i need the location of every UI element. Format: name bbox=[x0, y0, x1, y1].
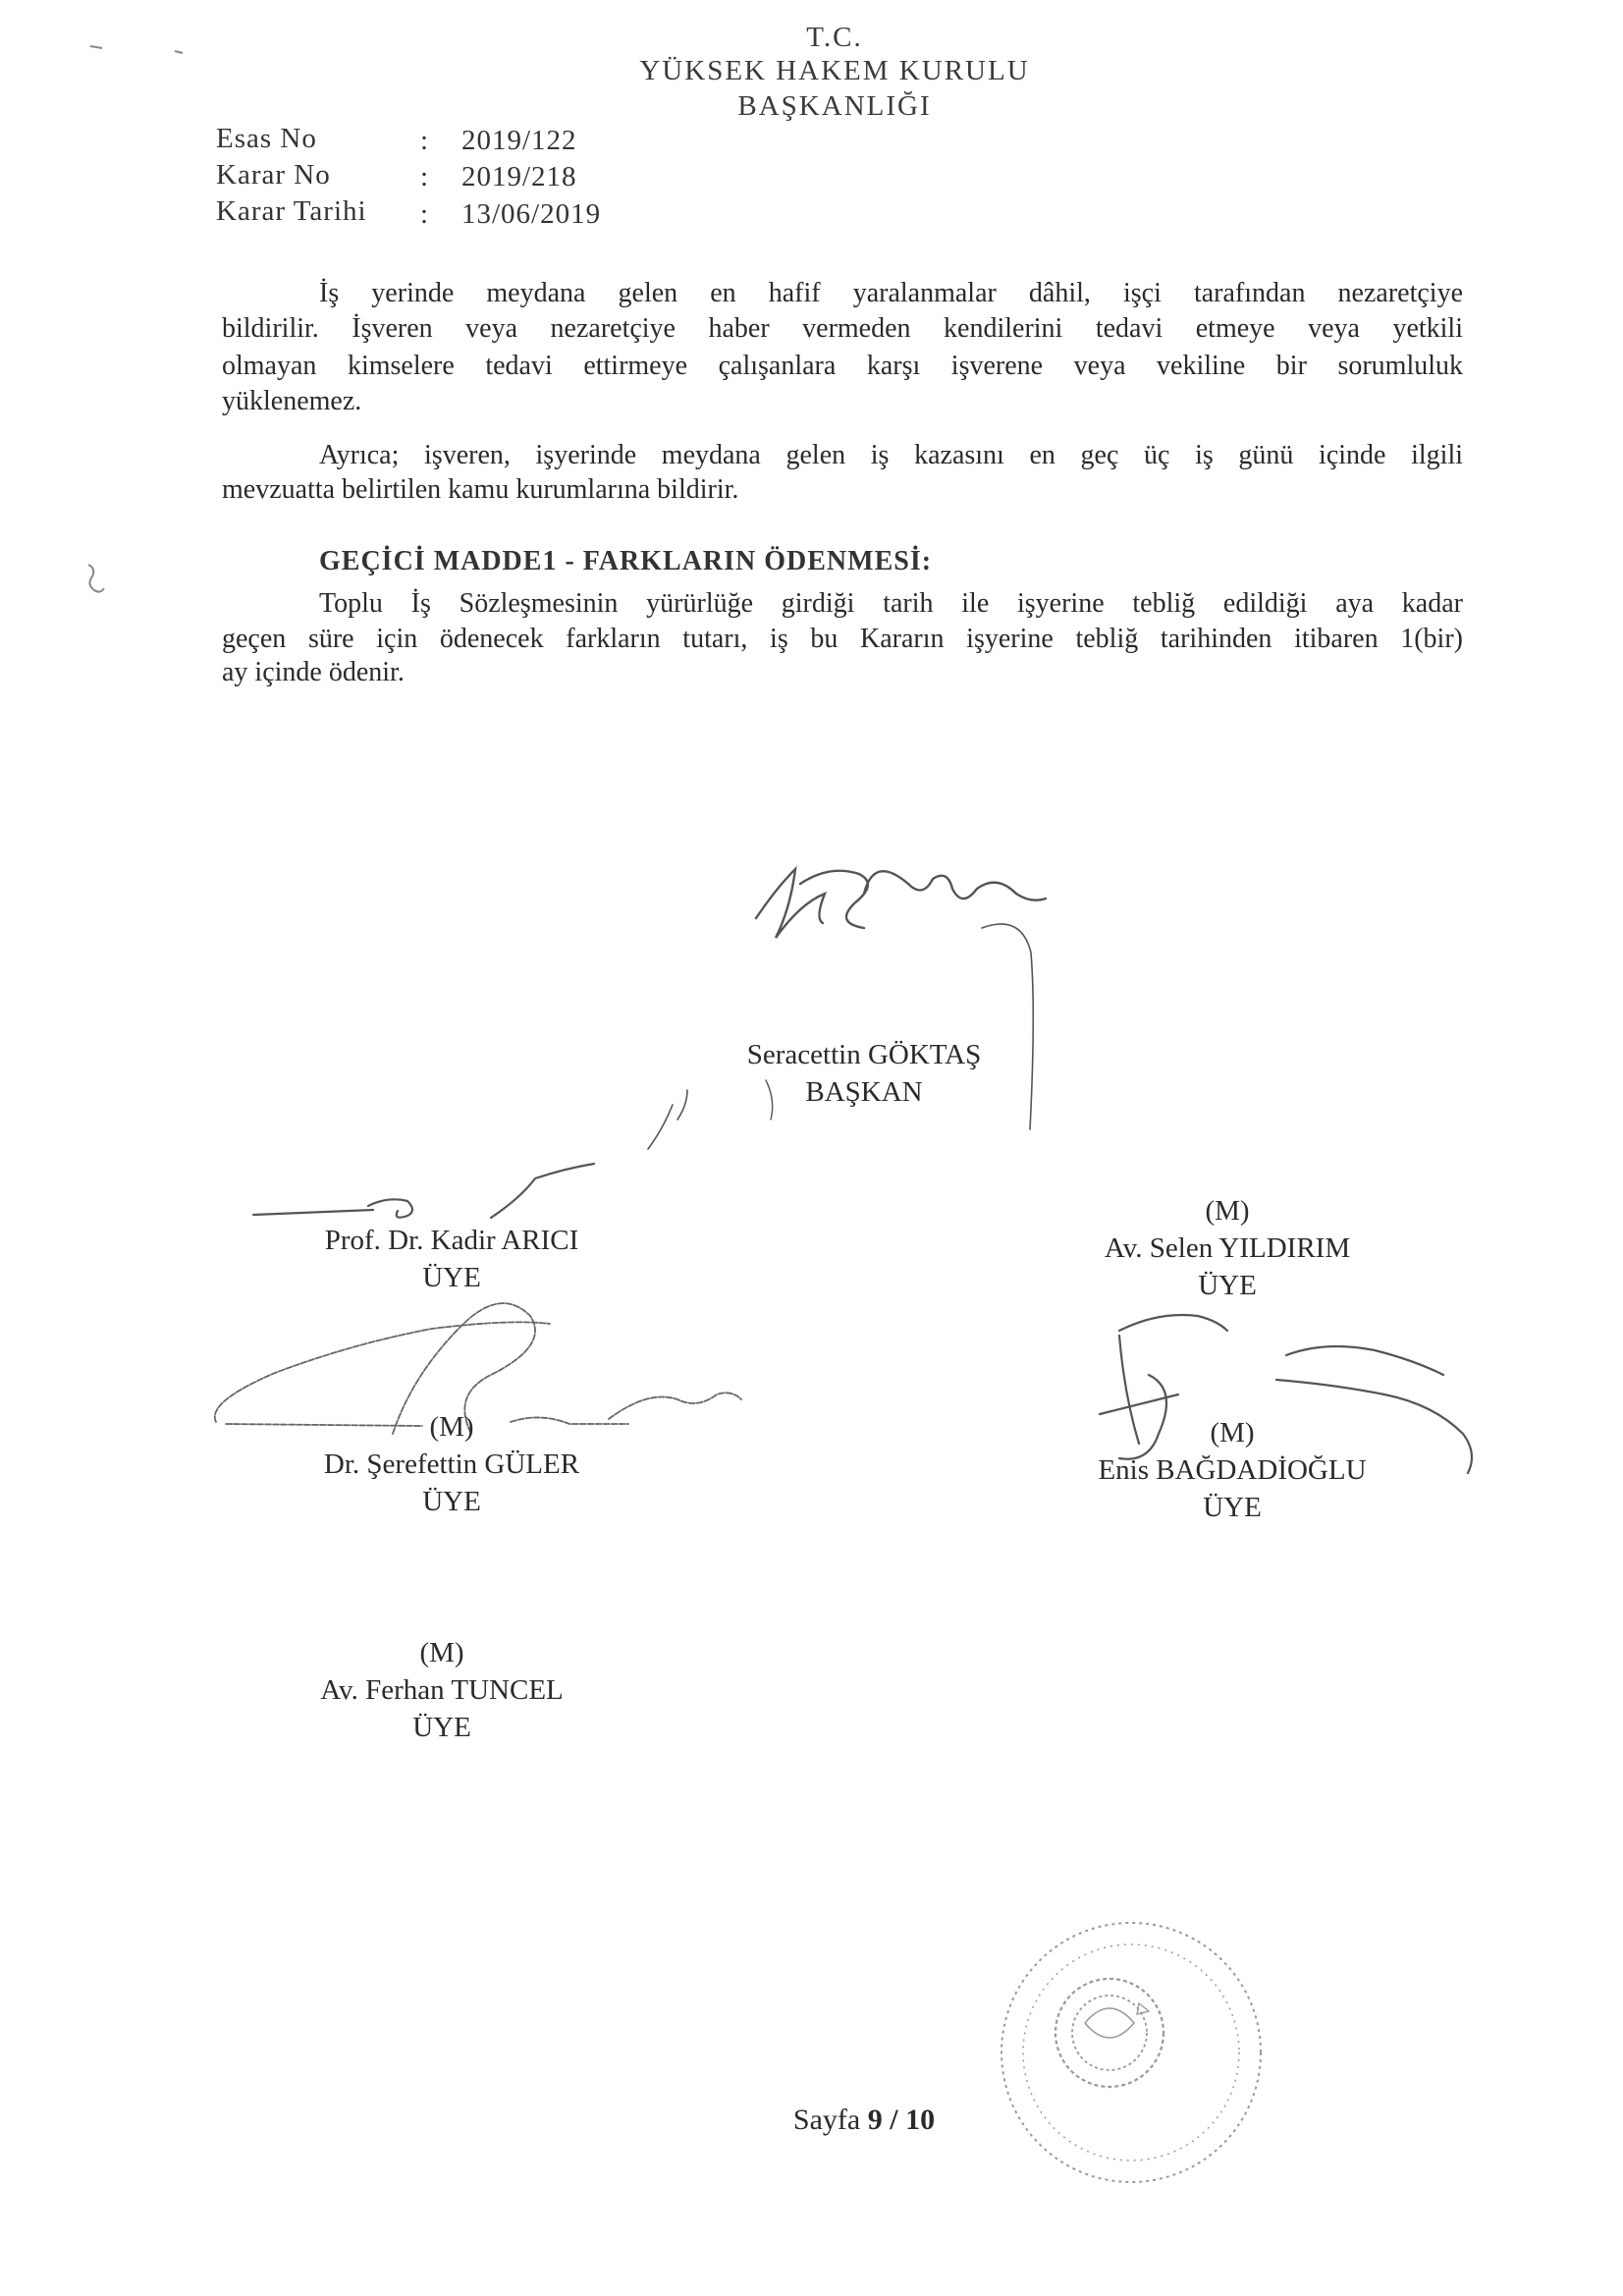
signatory-name: Av. Selen YILDIRIM bbox=[1104, 1232, 1351, 1264]
paragraph-line: olmayan kimselere tedavi ettirmeye çalışanlara karşı işverene veya vekiline bir sorumluluk bbox=[222, 351, 1463, 381]
signatory-role: ÜYE bbox=[1203, 1492, 1262, 1523]
signatory-name: Seracettin GÖKTAŞ bbox=[746, 1039, 982, 1070]
signatory-tuncel bbox=[285, 1634, 599, 1746]
paragraph-line: geçen süre için ödenecek farkların tutarı, iş bu Kararın işyerine tebliğ tarihinden itibaren 1(bir) bbox=[222, 624, 1463, 654]
paragraph-line: mevzuatta belirtilen kamu kurumlarına bildirir. bbox=[222, 474, 739, 505]
paragraph-line: yüklenemez. bbox=[222, 386, 362, 416]
page-footer bbox=[766, 2104, 962, 2137]
signatory-name: Dr. Şerefettin GÜLER bbox=[323, 1449, 580, 1480]
paragraph-line: Toplu İş Sözleşmesinin yürürlüğe girdiği tarih ile işyerine tebliğ edildiği aya kadar bbox=[319, 588, 1463, 619]
karar-tarihi-colon: : bbox=[420, 198, 429, 230]
karar-tarihi-label: Karar Tarihi bbox=[216, 195, 367, 227]
signatory-role: ÜYE bbox=[422, 1262, 481, 1293]
esas-no-label: Esas No bbox=[216, 123, 317, 154]
signatory-role: ÜYE bbox=[412, 1712, 471, 1743]
signatory-yildirim bbox=[1070, 1192, 1384, 1304]
karar-no-value: 2019/218 bbox=[461, 161, 577, 192]
arici-signature bbox=[253, 1090, 687, 1218]
signatory-mark: (M) bbox=[419, 1637, 464, 1668]
signatory-name: Av. Ferhan TUNCEL bbox=[320, 1674, 564, 1706]
page-number: 9 / 10 bbox=[867, 2104, 936, 2136]
signatory-mark: (M) bbox=[429, 1411, 474, 1443]
signatory-name: Prof. Dr. Kadir ARICI bbox=[324, 1225, 579, 1256]
page-label: Sayfa bbox=[792, 2104, 868, 2136]
scan-marks bbox=[88, 46, 183, 592]
paragraph-line: bildirilir. İşveren veya nezaretçiye haber vermeden kendilerini tedavi etmeye veya yetkili bbox=[222, 313, 1463, 344]
signatory-bagdadioglu bbox=[1065, 1414, 1399, 1526]
official-seal bbox=[1001, 1923, 1261, 2182]
karar-no-label: Karar No bbox=[216, 159, 331, 191]
signatory-role: ÜYE bbox=[422, 1486, 481, 1517]
header-institution: YÜKSEK HAKEM KURULU bbox=[639, 55, 1030, 86]
paragraph-line: ay içinde ödenir. bbox=[222, 657, 405, 687]
header-tc: T.C. bbox=[806, 22, 863, 53]
signatory-name: Enis BAĞDADİOĞLU bbox=[1098, 1454, 1367, 1486]
signatory-guler bbox=[285, 1408, 619, 1520]
esas-no-colon: : bbox=[420, 125, 429, 156]
signatory-role: ÜYE bbox=[1198, 1270, 1257, 1301]
header-department: BAŞKANLIĞI bbox=[737, 90, 932, 122]
paragraph-line: İş yerinde meydana gelen en hafif yaralanmalar dâhil, işçi tarafından nezaretçiye bbox=[319, 278, 1463, 308]
signatory-arici bbox=[275, 1222, 628, 1296]
karar-tarihi-value: 13/06/2019 bbox=[461, 198, 602, 230]
karar-no-colon: : bbox=[420, 161, 429, 192]
signatory-president bbox=[707, 1036, 1021, 1111]
signatory-mark: (M) bbox=[1210, 1417, 1255, 1449]
signatory-mark: (M) bbox=[1205, 1195, 1250, 1227]
signatory-role: BAŞKAN bbox=[805, 1076, 923, 1108]
esas-no-value: 2019/122 bbox=[461, 125, 577, 156]
section-heading: GEÇİCİ MADDE1 - FARKLARIN ÖDENMESİ: bbox=[319, 546, 933, 576]
paragraph-line: Ayrıca; işveren, işyerinde meydana gelen iş kazasını en geç üç iş günü içinde ilgili bbox=[319, 440, 1463, 470]
